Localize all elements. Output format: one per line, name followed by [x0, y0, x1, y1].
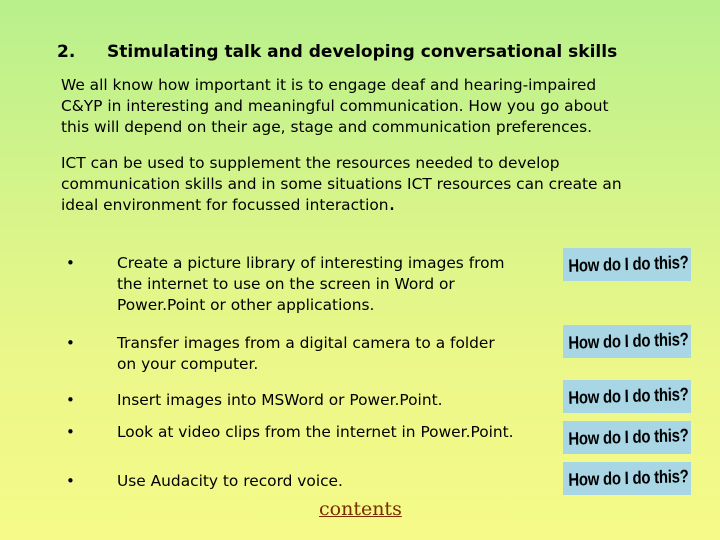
bullet-icon: • [66, 334, 75, 352]
how-do-i-label: How do I do this? [567, 425, 689, 449]
bullet-icon: • [66, 391, 75, 409]
ict-paragraph-text: ICT can be used to supplement the resources needed to develop communication skills and in some situations ICT resources can create an ideal environment for focussed interaction [61, 154, 622, 214]
section-number: 2. [57, 42, 76, 62]
ict-paragraph [61, 153, 701, 216]
list-item-text: Transfer images from a digital camera to a folder on your computer. [117, 334, 495, 373]
list-item-text: Insert images into MSWord or Power.Point. [117, 391, 443, 409]
how-do-i-label: How do I do this? [567, 329, 689, 353]
how-do-i-button[interactable] [563, 380, 691, 413]
how-do-i-button[interactable] [563, 421, 691, 454]
bullet-icon: • [66, 254, 75, 272]
list-item-text: Use Audacity to record voice. [117, 472, 343, 490]
intro-paragraph: We all know how important it is to engage deaf and hearing-impaired C&YP in interesting and meaningful communication. How you go about this will depend on their age, stage and communication preferences. [61, 76, 609, 136]
bullet-icon: • [66, 472, 75, 490]
ict-paragraph-period: . [388, 191, 396, 216]
bullet-icon: • [66, 423, 75, 441]
how-do-i-label: How do I do this? [567, 384, 689, 408]
how-do-i-button[interactable] [563, 462, 691, 495]
how-do-i-label: How do I do this? [567, 466, 689, 490]
contents-link[interactable]: contents [319, 498, 402, 520]
section-title: Stimulating talk and developing conversational skills [107, 42, 618, 62]
how-do-i-button[interactable] [563, 248, 691, 281]
list-item-text: Look at video clips from the internet in Power.Point. [117, 423, 514, 441]
how-do-i-label: How do I do this? [567, 252, 689, 276]
section-heading [57, 42, 617, 62]
list-item-text: Create a picture library of interesting images from the internet to use on the screen in Word or Power.Point or other applications. [117, 254, 505, 314]
how-do-i-button[interactable] [563, 325, 691, 358]
